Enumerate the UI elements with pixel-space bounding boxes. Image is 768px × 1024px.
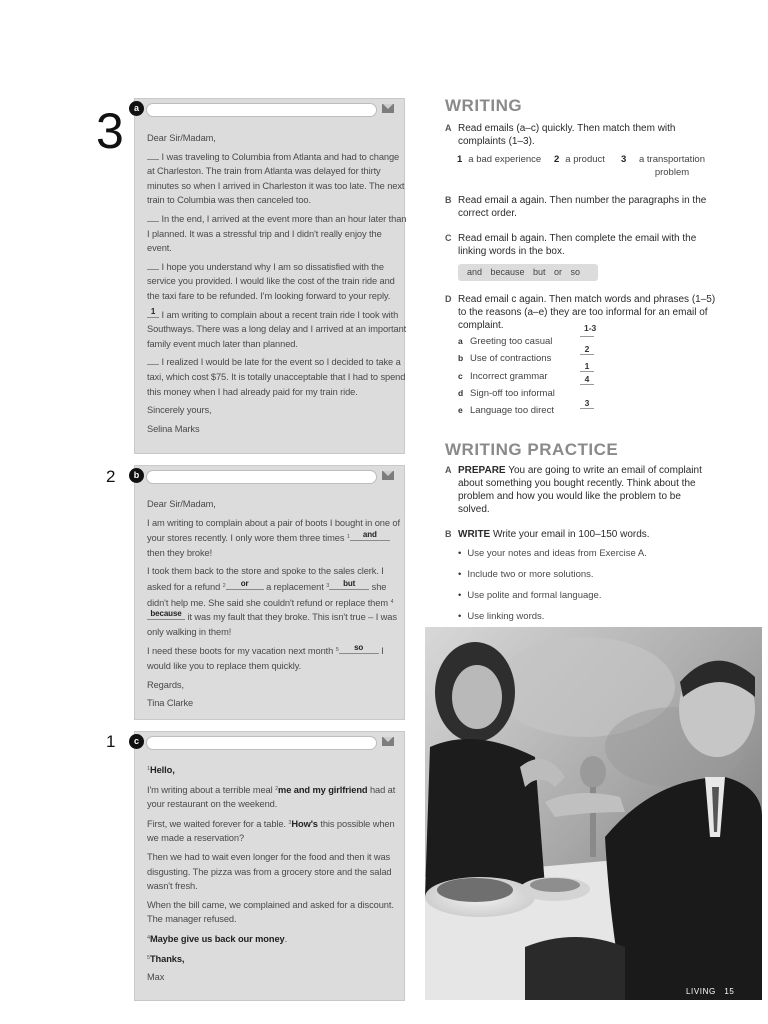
email-c-paragraph: Then we had to wait even longer for the food and then it was disgusting. The pizza was from a grocery store and the salad wasn't fresh.	[147, 851, 392, 892]
email-b-closing: Regards,	[147, 679, 184, 690]
linking-words-box: and because but or so	[458, 264, 598, 281]
email-b-marker: b	[129, 468, 144, 483]
linking-word-answer: because	[150, 609, 182, 619]
page-footer: LIVING 15	[686, 987, 735, 996]
email-b-signature: Tina Clarke	[147, 698, 194, 709]
email-a-paragraph: I hope you understand why I am so dissatisfied with the service you provided. I would like the cost of the train ride and the taxi fare to be refunded. I'm looking forward to your reply.	[147, 261, 395, 301]
email-b-address-field	[146, 470, 377, 484]
writing-exercise-c: C Read email b again. Then complete the email with the linking words in the box.	[445, 232, 720, 258]
exercise-b-instructions: Read email a again. Then number the paragraphs in the correct order.	[458, 195, 707, 219]
match-number-email-a: 3	[96, 103, 124, 159]
envelope-icon	[382, 737, 394, 746]
email-c-paragraph: First, we waited forever for a table. $^3$How's this possible when we made a reservation?	[147, 818, 395, 844]
email-c-signature: Max	[147, 972, 165, 983]
email-c-marker: c	[129, 734, 144, 749]
writing-exercise-d: D Read email c again. Then match words and phrases (1–5) to the reasons (a–e) they are too informal for an email of complaint.	[445, 293, 720, 332]
complaint-option: 3 a transportation problem	[621, 154, 705, 178]
envelope-icon	[382, 104, 394, 113]
answer-column-head: 1-3	[584, 323, 597, 333]
reason-row: d Sign-off too informal	[458, 388, 555, 399]
restaurant-photo	[425, 627, 762, 1000]
email-b-panel	[134, 465, 405, 720]
exercise-c-instructions: Read email b again. Then complete the email with the linking words in the box.	[458, 233, 697, 257]
reason-answer: 3	[580, 398, 594, 409]
reason-row: b Use of contractions	[458, 353, 552, 364]
email-c-greeting: $^1$Hello,	[147, 765, 175, 775]
email-a-panel	[134, 98, 405, 454]
reason-answer: 4	[580, 374, 594, 385]
email-a-marker: a	[129, 101, 144, 116]
linking-word-answer: but	[343, 578, 356, 588]
linking-word-answer: and	[362, 530, 377, 540]
reason-row: c Incorrect grammar	[458, 371, 548, 382]
email-a-paragraph: I realized I would be late for the event so I decided to take a taxi, which cost $75. It is totally unacceptable that I had to spend this money when I had already paid for my train ride.	[147, 357, 406, 397]
practice-exercise-a: A PREPARE You are going to write an email of complaint about something you bought recently. Think about the problem and how you would like the problem to be solved.	[445, 464, 713, 516]
email-c-panel	[134, 731, 405, 1001]
email-a-address-field	[146, 103, 377, 117]
reason-answer: 1	[580, 361, 594, 372]
reason-row: a Greeting too casual	[458, 336, 553, 347]
email-c-body	[147, 762, 407, 989]
practice-bullet: • Include two or more solutions.	[458, 568, 594, 581]
email-b-body	[147, 497, 407, 715]
practice-a-instructions: PREPARE You are going to write an email of complaint about something you bought recently. Think about the problem and how you would like the problem to be solved.	[458, 465, 702, 515]
practice-bullet: • Use polite and formal language.	[458, 589, 601, 602]
email-a-paragraph: In the end, I arrived at the event more than an hour later than I planned. It was a stressful trip and I didn't really enjoy the event.	[147, 213, 407, 254]
reason-row: e Language too direct	[458, 405, 554, 416]
writing-heading: WRITING	[445, 96, 523, 115]
exercise-a-instructions: Read emails (a–c) quickly. Then match them with complaints (1–3).	[458, 123, 676, 147]
email-b-paragraph: I need these boots for my vacation next month $^5$ so I would like you to replace them quickly.	[147, 643, 384, 671]
match-number-email-b: 2	[106, 467, 116, 486]
email-c-paragraph: $^4$Maybe give us back our money.	[147, 933, 288, 944]
email-a-signature: Selina Marks	[147, 423, 200, 434]
practice-bullet: • Use linking words.	[458, 610, 544, 623]
email-c-address-field	[146, 736, 377, 750]
exercise-d-instructions: Read email c again. Then match words and phrases (1–5) to the reasons (a–e) they are too informal for an email of complaint.	[458, 294, 716, 331]
reason-answer	[580, 336, 594, 337]
email-a-closing: Sincerely yours,	[147, 405, 212, 416]
restaurant-scene-illustration	[425, 627, 762, 1000]
email-b-greeting: Dear Sir/Madam,	[147, 499, 216, 509]
complaint-option: 1 a bad experience	[457, 154, 542, 165]
email-a-paragraph: I was traveling to Columbia from Atlanta and had to change at Charleston. The train from Atlanta was delayed for thirty minutes so when I arrived in Charleston it was too late. The next train to Columbia was then canceled too.	[147, 151, 405, 206]
email-a-paragraph: 1 I am writing to complain about a recent train ride I took with Southways. There was a long delay and I arrived at an important family event much later than planned.	[147, 306, 407, 349]
email-a-body	[147, 131, 407, 440]
email-b-paragraph: I am writing to complain about a pair of boots I bought in one of your stores recently. I only wore them three times $^1$ and then they broke!	[147, 517, 400, 558]
email-c-paragraph: I'm writing about a terrible meal $^2$me and my girlfriend had at your restaurant on the weekend.	[147, 784, 396, 810]
email-a-header-bar	[135, 99, 404, 121]
complaint-option: 2 a product	[554, 154, 605, 165]
email-b-paragraph: I took them back to the store and spoke to the sales clerk. I asked for a refund $^2$ or a replacement $^3$ but she didn't help me. She said she couldn't refund or replace them $^4$ because it was my fault that they broke. This isn't true – I was only walking in them!	[147, 566, 397, 637]
email-c-header-bar	[135, 732, 404, 754]
writing-exercise-b: B Read email a again. Then number the paragraphs in the correct order.	[445, 194, 720, 220]
email-a-greeting: Dear Sir/Madam,	[147, 133, 216, 143]
linking-word-answer: so	[354, 643, 364, 653]
writing-practice-heading: WRITING PRACTICE	[445, 440, 619, 459]
practice-b-instructions: WRITE Write your email in 100–150 words.	[458, 529, 650, 540]
envelope-icon	[382, 471, 394, 480]
linking-word-answer: or	[240, 578, 249, 588]
practice-exercise-b: B WRITE Write your email in 100–150 words.	[445, 528, 720, 541]
email-c-closing: $^5$Thanks,	[147, 953, 185, 964]
reason-answer: 2	[580, 344, 594, 355]
email-b-header-bar	[135, 466, 404, 488]
match-number-email-c: 1	[106, 732, 116, 751]
writing-exercise-a: A Read emails (a–c) quickly. Then match them with complaints (1–3).	[445, 122, 720, 148]
paragraph-order-answer: 1	[150, 306, 156, 316]
email-c-paragraph: When the bill came, we complained and asked for a discount. The manager refused.	[147, 899, 394, 925]
practice-bullet: • Use your notes and ideas from Exercise A.	[458, 547, 647, 560]
